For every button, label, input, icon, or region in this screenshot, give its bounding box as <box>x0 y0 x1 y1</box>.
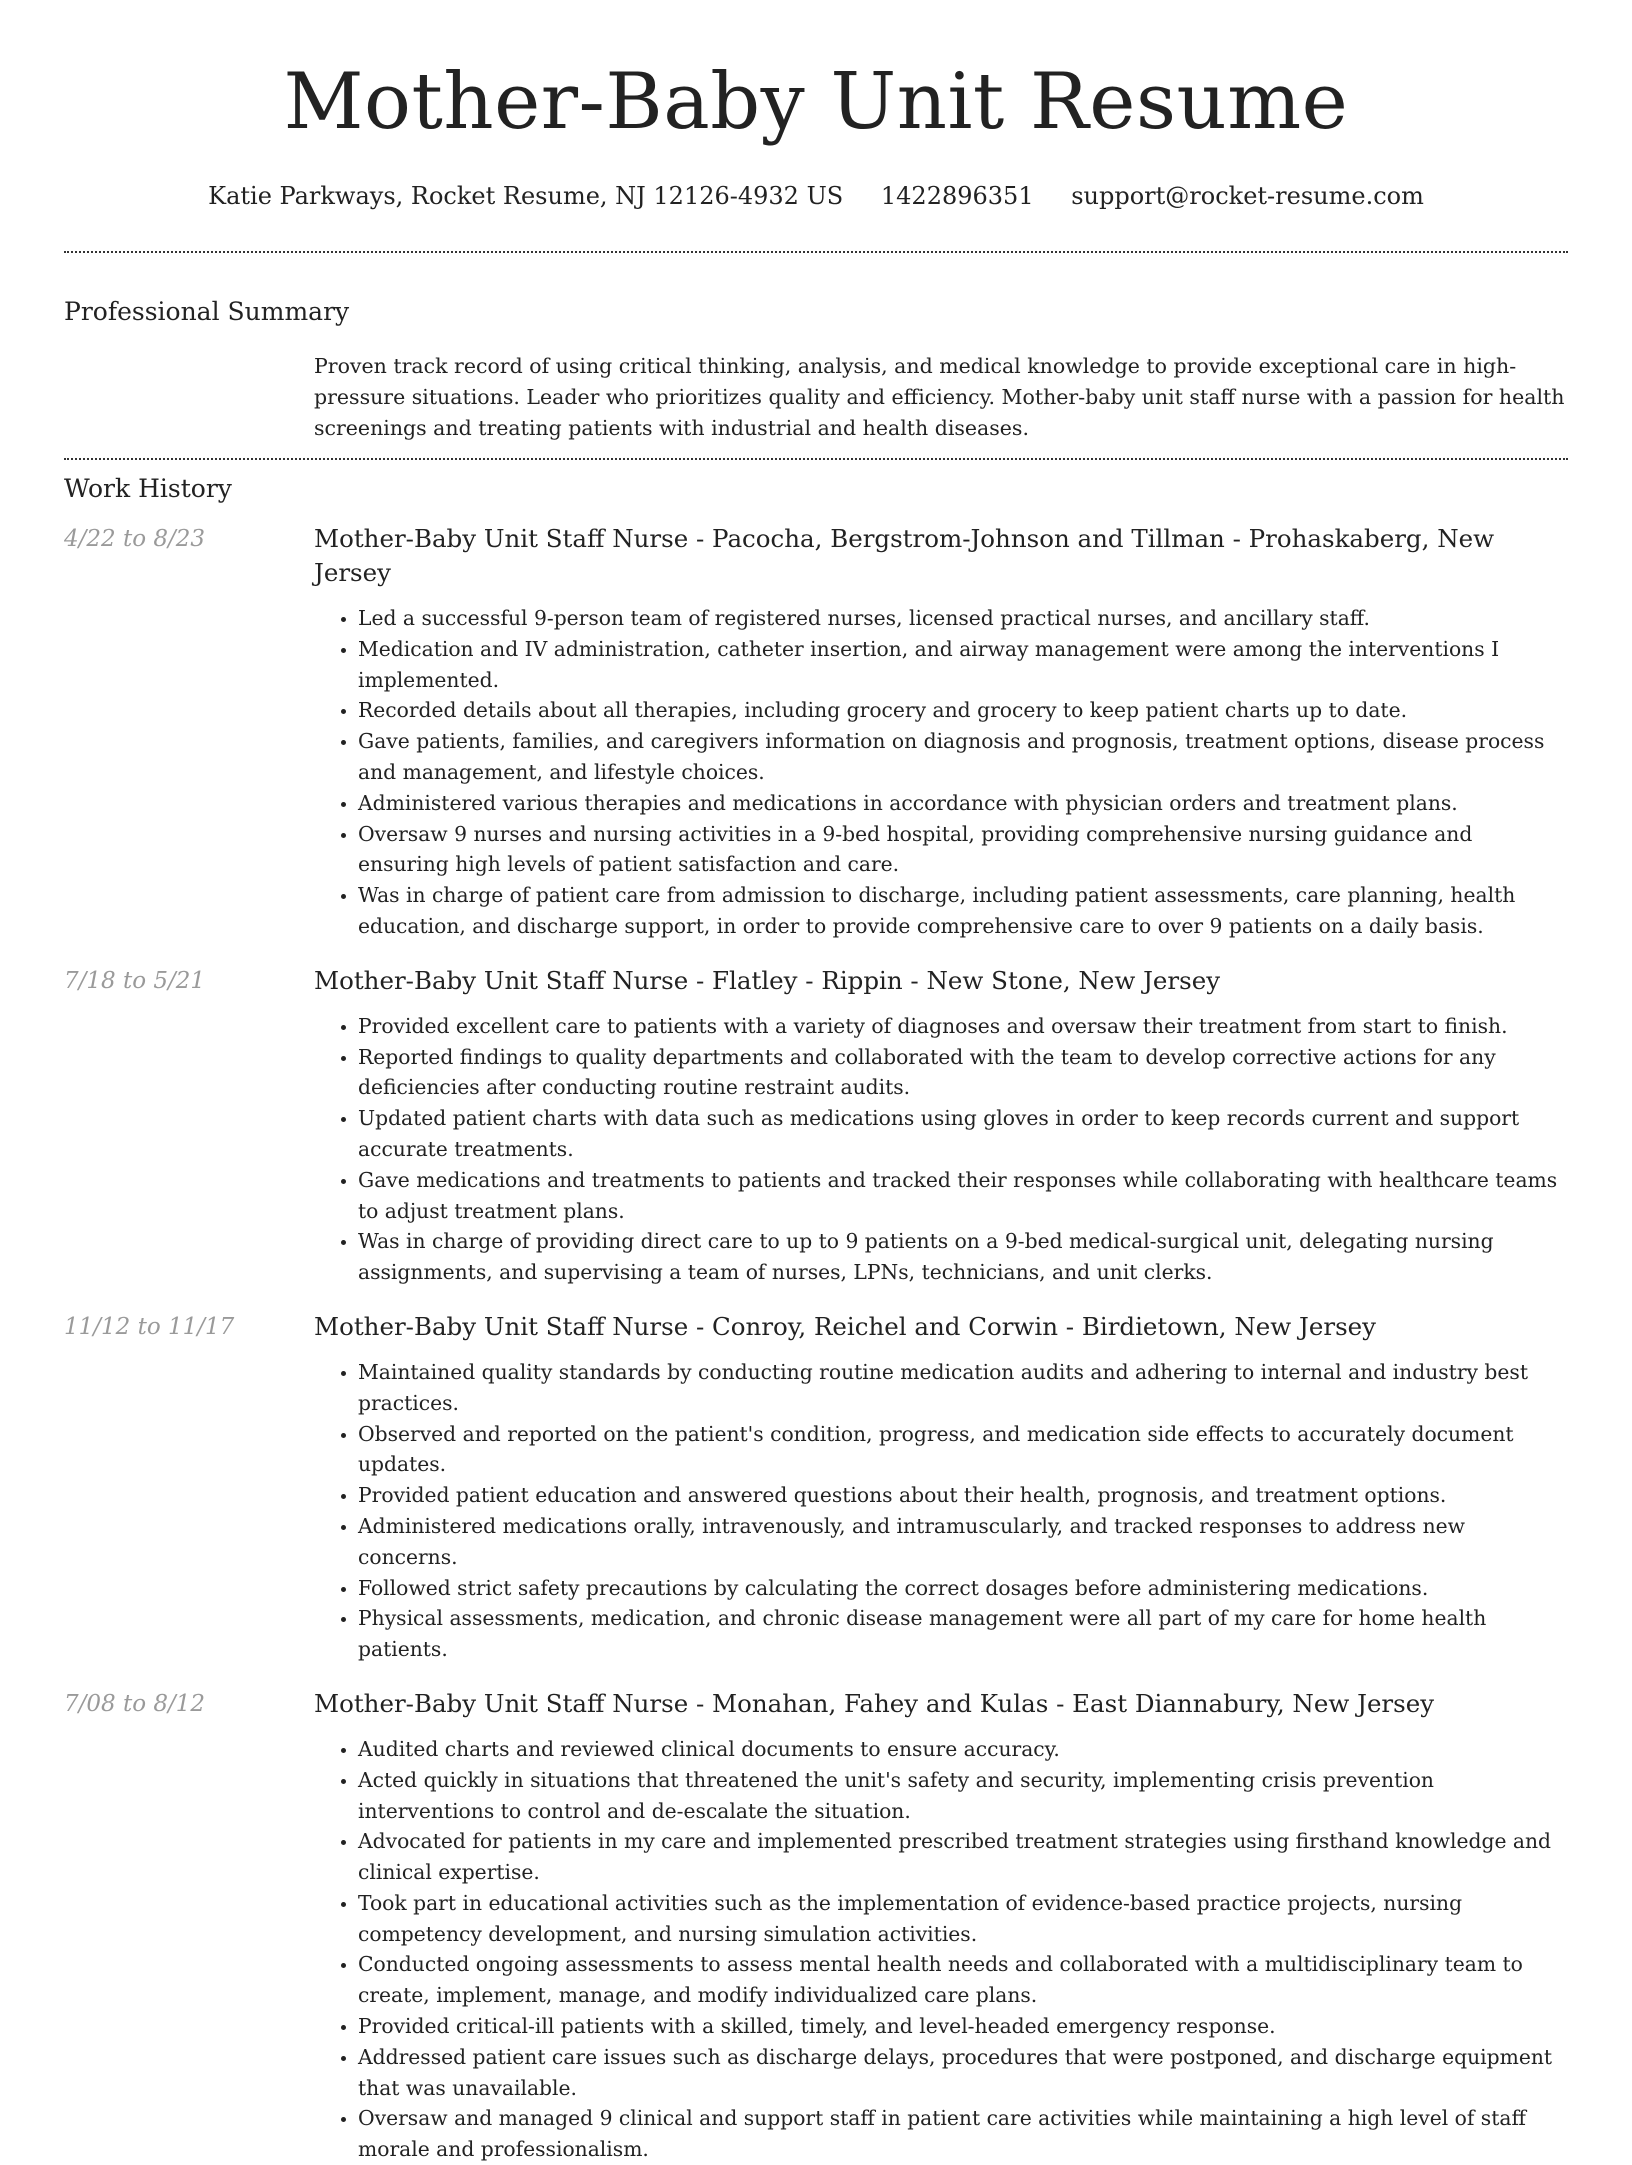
contact-phone: 1422896351 <box>880 182 1034 210</box>
job-duty-item: • Was in charge of providing direct care to up to 9 patients on a 9-bed medical-surgical unit, delegating nursing assignments, and supervising a team of nurses, LPNs, technicians, and unit clerks. <box>358 1226 1568 1288</box>
job-duty-item: • Conducted ongoing assessments to assess mental health needs and collaborated with a multidisciplinary team to create, implement, manage, and modify individualized care plans. <box>358 1949 1568 2011</box>
job-dates: 7/08 to 8/12 <box>64 1690 206 1717</box>
job-duty-item: • Gave patients, families, and caregivers information on diagnosis and prognosis, treatment options, disease process and management, and lifestyle choices. <box>358 726 1568 788</box>
header-divider <box>64 251 1568 253</box>
job-dates: 7/18 to 5/21 <box>64 967 206 994</box>
job-duty-item: • Led a successful 9-person team of registered nurses, licensed practical nurses, and ancillary staff. <box>358 603 1568 634</box>
job-duty-item: • Audited charts and reviewed clinical documents to ensure accuracy. <box>358 1734 1568 1765</box>
job-duty-item: • Oversaw and managed 9 clinical and support staff in patient care activities while maintaining a high level of staff morale and professionalism. <box>358 2103 1568 2165</box>
summary-heading: Professional Summary <box>64 297 350 326</box>
job-details <box>314 1687 1568 2165</box>
summary-text: Proven track record of using critical thinking, analysis, and medical knowledge to provide exceptional care in high-pressure situations. Leader who prioritizes quality and efficiency. Mother-baby unit staff nurse with a passion for health screenings and treating patients with industrial and health diseases. <box>314 354 1565 440</box>
job-heading: Mother-Baby Unit Staff Nurse - Pacocha, Bergstrom-Johnson and Tillman - Prohaskaberg, New Jersey <box>314 524 1495 587</box>
job-duty-item: • Provided critical-ill patients with a skilled, timely, and level-headed emergency response. <box>358 2011 1568 2042</box>
job-duty-item: • Recorded details about all therapies, including grocery and grocery to keep patient charts up to date. <box>358 695 1568 726</box>
job-duty-item: • Administered medications orally, intravenously, and intramuscularly, and tracked responses to address new concerns. <box>358 1511 1568 1573</box>
job-heading: Mother-Baby Unit Staff Nurse - Flatley - Rippin - New Stone, New Jersey <box>314 965 1221 995</box>
work-history-list <box>64 522 1568 2165</box>
job-duty-item: • Advocated for patients in my care and implemented prescribed treatment strategies using firsthand knowledge and clinical expertise. <box>358 1826 1568 1888</box>
job-duty-item: • Addressed patient care issues such as discharge delays, procedures that were postponed, and discharge equipment that was unavailable. <box>358 2042 1568 2104</box>
job-duty-item: • Gave medications and treatments to patients and tracked their responses while collaborating with healthcare teams to adjust treatment plans. <box>358 1165 1568 1227</box>
job-duties-list <box>314 1011 1568 1288</box>
job-duty-item: • Provided patient education and answered questions about their health, prognosis, and treatment options. <box>358 1480 1568 1511</box>
job-duty-item: • Medication and IV administration, catheter insertion, and airway management were among the interventions I implemented. <box>358 634 1568 696</box>
job-duty-item: • Oversaw 9 nurses and nursing activities in a 9-bed hospital, providing comprehensive nursing guidance and ensuring high levels of patient satisfaction and care. <box>358 819 1568 881</box>
summary-divider <box>64 458 1568 460</box>
job-details <box>314 522 1568 942</box>
job-duty-item: • Observed and reported on the patient's condition, progress, and medication side effects to accurately document updates. <box>358 1419 1568 1481</box>
job-duties-list <box>314 1357 1568 1665</box>
job-details <box>314 964 1568 1288</box>
job-duty-item: • Updated patient charts with data such as medications using gloves in order to keep records current and support accurate treatments. <box>358 1103 1568 1165</box>
contact-email: support@rocket-resume.com <box>1071 182 1424 210</box>
job-duty-item: • Provided excellent care to patients with a variety of diagnoses and oversaw their treatment from start to finish. <box>358 1011 1568 1042</box>
resume-title: Mother-Baby Unit Resume <box>283 57 1349 147</box>
job-duties-list <box>314 603 1568 942</box>
job-entry <box>64 1687 1568 2165</box>
job-entry <box>64 522 1568 942</box>
contact-line <box>64 180 1568 212</box>
work-history-heading: Work History <box>64 474 232 503</box>
job-dates: 11/12 to 11/17 <box>64 1313 235 1340</box>
job-entry <box>64 1310 1568 1665</box>
job-entry <box>64 964 1568 1288</box>
job-duties-list <box>314 1734 1568 2165</box>
job-duty-item: • Administered various therapies and medications in accordance with physician orders and treatment plans. <box>358 788 1568 819</box>
job-duty-item: • Followed strict safety precautions by calculating the correct dosages before administering medications. <box>358 1573 1568 1604</box>
job-duty-item: • Was in charge of patient care from admission to discharge, including patient assessments, care planning, health education, and discharge support, in order to provide comprehensive care to over 9 patients on a daily basis. <box>358 880 1568 942</box>
job-heading: Mother-Baby Unit Staff Nurse - Conroy, Reichel and Corwin - Birdietown, New Jersey <box>314 1311 1376 1341</box>
job-details <box>314 1310 1568 1665</box>
job-heading: Mother-Baby Unit Staff Nurse - Monahan, Fahey and Kulas - East Diannabury, New Jersey <box>314 1688 1435 1718</box>
job-duty-item: • Reported findings to quality departments and collaborated with the team to develop corrective actions for any deficiencies after conducting routine restraint audits. <box>358 1042 1568 1104</box>
job-duty-item: • Maintained quality standards by conducting routine medication audits and adhering to internal and industry best practices. <box>358 1357 1568 1419</box>
job-duty-item: • Took part in educational activities such as the implementation of evidence-based practice projects, nursing competency development, and nursing simulation activities. <box>358 1888 1568 1950</box>
job-duty-item: • Acted quickly in situations that threatened the unit's safety and security, implementing crisis prevention interventions to control and de-escalate the situation. <box>358 1765 1568 1827</box>
job-dates: 4/22 to 8/23 <box>64 526 206 552</box>
job-duty-item: • Physical assessments, medication, and chronic disease management were all part of my care for home health patients. <box>358 1603 1568 1665</box>
contact-address: Katie Parkways, Rocket Resume, NJ 12126-4932 US <box>208 182 844 210</box>
